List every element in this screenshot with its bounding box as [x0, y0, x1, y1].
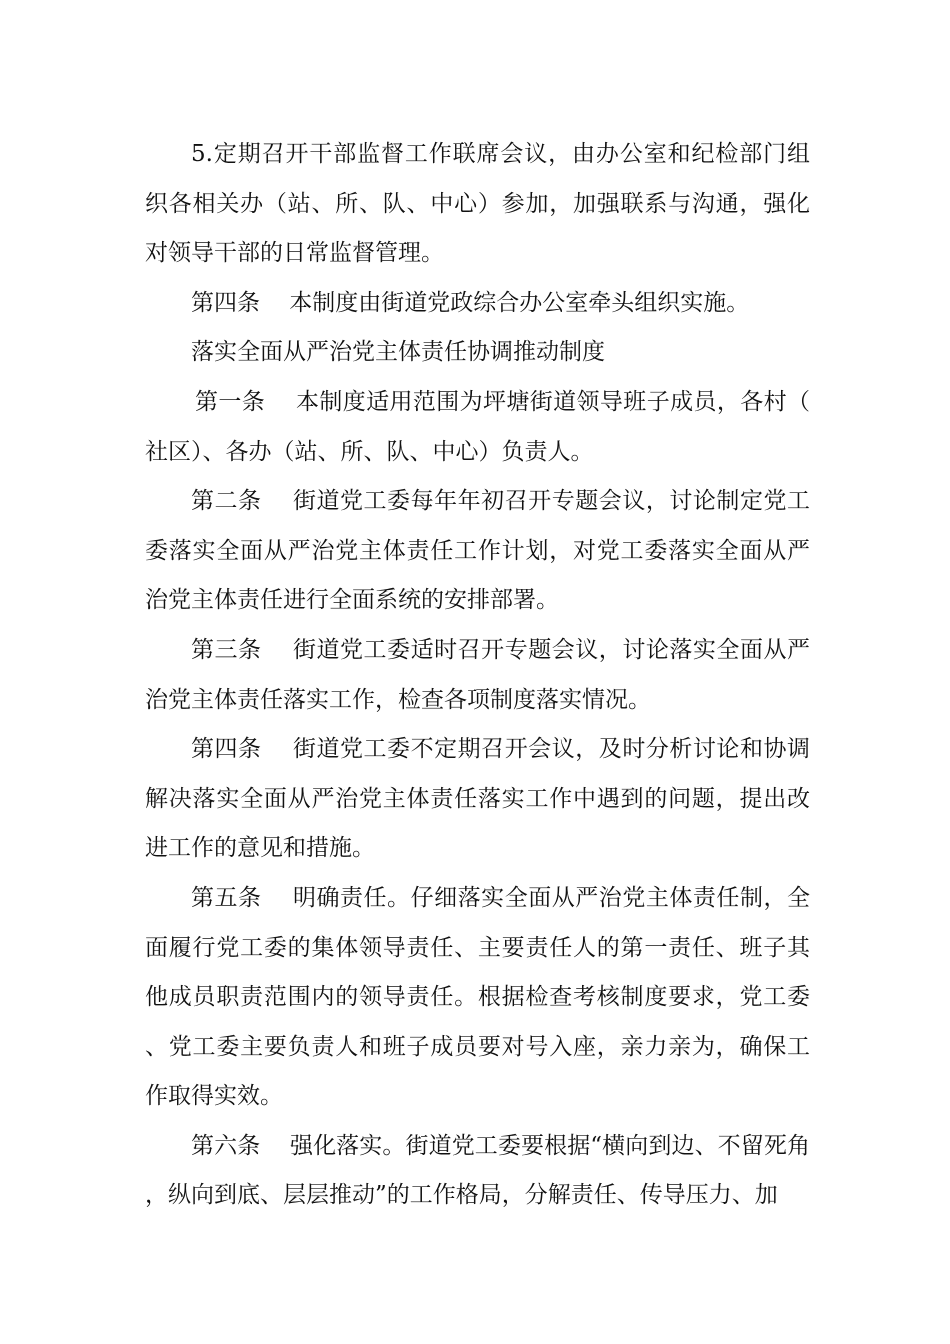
- paragraph-text: 5.定期召开干部监督工作联席会议，由办公室和纪检部门组织各相关办（站、所、队、中心）参加，加强联系与沟通，强化对领导干部的日常监督管理。: [145, 141, 810, 267]
- article-label: 第三条: [191, 636, 262, 663]
- paragraph-text: 本制度适用范围为坪塘街道领导班子成员，各村（社区）、各办（站、所、队、中心）负责人。: [145, 388, 810, 465]
- paragraph-article-3: [145, 626, 810, 725]
- paragraph-text: 街道党工委不定期召开会议，及时分析讨论和协调解决落实全面从严治党主体责任落实工作中遇到的问题，提出改进工作的意见和措施。: [145, 736, 811, 862]
- paragraph-article-4: [145, 725, 810, 874]
- paragraph-text: 明确责任。仔细落实全面从严治党主体责任制，全面履行党工委的集体领导责任、主要责任人的第一责任、班子其他成员职责范围内的领导责任。根据检查考核制度要求，党工委、党工委主要负责人和班子成员要对号入座，亲力亲为，确保工作取得实效。: [145, 884, 811, 1110]
- paragraph-article-6: [145, 1122, 810, 1221]
- article-label: 第五条: [191, 884, 262, 911]
- article-label: 第二条: [191, 488, 262, 515]
- document-body: [145, 130, 810, 1221]
- paragraph-text: 本制度由街道党政综合办公室牵头组织实施。: [289, 289, 750, 316]
- article-label: 第一条: [195, 388, 266, 415]
- paragraph-text: 强化落实。街道党工委要根据“横向到边、不留死角，纵向到底、层层推动”的工作格局，分解责任、传导压力、加: [145, 1132, 810, 1209]
- paragraph-item-5: [145, 130, 810, 279]
- article-label: 第四条: [191, 289, 260, 316]
- paragraph-article-2: [145, 477, 810, 626]
- paragraph-article-1: [145, 378, 810, 477]
- paragraph-text: 街道党工委适时召开专题会议，讨论落实全面从严治党主体责任落实工作，检查各项制度落实情况。: [145, 636, 811, 713]
- heading-text: 落实全面从严治党主体责任协调推动制度: [191, 339, 605, 366]
- article-label: 第六条: [191, 1132, 261, 1159]
- article-label: 第四条: [191, 736, 262, 763]
- paragraph-article-4-implementation: [145, 279, 810, 329]
- paragraph-article-5: [145, 874, 810, 1122]
- section-heading: [145, 328, 810, 378]
- paragraph-text: 街道党工委每年年初召开专题会议，讨论制定党工委落实全面从严治党主体责任工作计划，对党工委落实全面从严治党主体责任进行全面系统的安排部署。: [145, 488, 811, 614]
